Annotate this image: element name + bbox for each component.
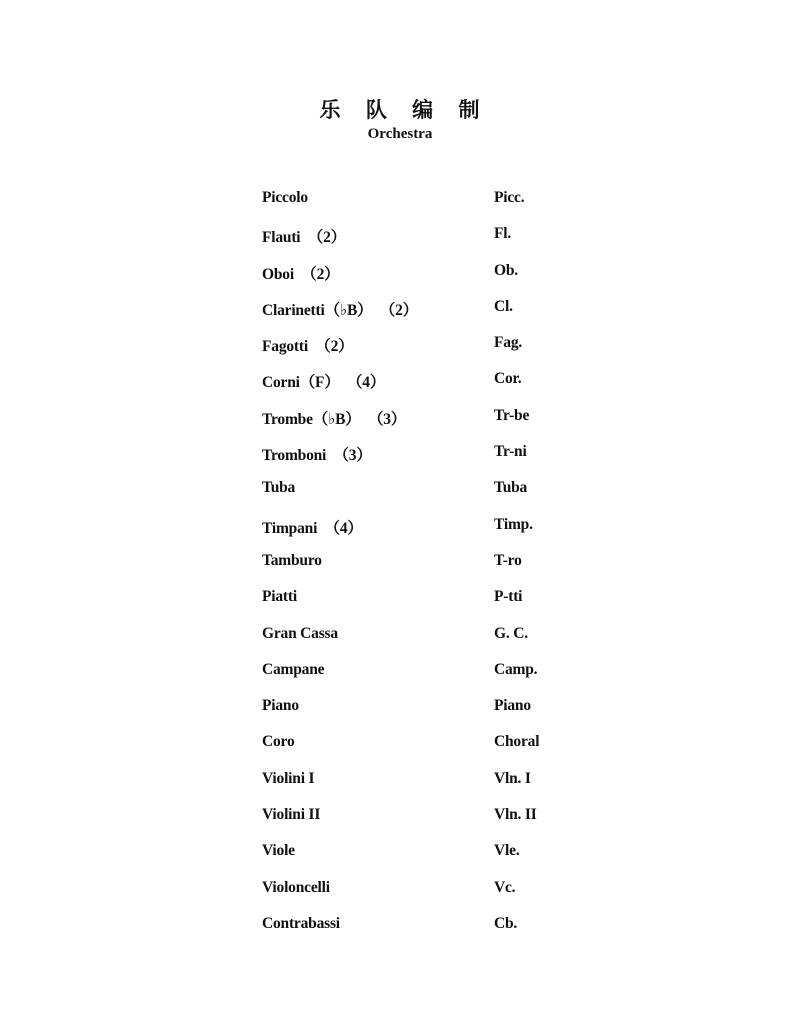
instrument-abbreviation: Choral xyxy=(494,733,540,751)
instrument-row xyxy=(262,733,582,769)
instrument-row xyxy=(262,915,582,951)
instrument-name: Violini I xyxy=(262,769,315,787)
instrument-name: Coro xyxy=(262,733,295,751)
instrument-abbreviation: Cor. xyxy=(494,370,522,388)
instrument-abbreviation: Cl. xyxy=(494,297,513,315)
instrument-name: Tamburo xyxy=(262,551,322,569)
instrument-abbreviation: Fl. xyxy=(494,225,512,243)
instrument-name: Piatti xyxy=(262,588,297,606)
instrument-name: Clarinetti（♭B） （2） xyxy=(262,301,418,319)
instrument-abbreviation: Tr-be xyxy=(494,406,530,424)
instrument-name: Corni（F） （4） xyxy=(262,374,386,392)
instrument-name: Piano xyxy=(262,697,299,715)
instrument-row xyxy=(262,225,582,261)
instrument-row xyxy=(262,661,582,697)
instrument-row xyxy=(262,189,582,225)
instrument-abbreviation: Piano xyxy=(494,697,531,715)
instrument-name: Violoncelli xyxy=(262,878,330,896)
instrument-name: Fagotti （2） xyxy=(262,338,354,356)
instrument-abbreviation: P-tti xyxy=(494,588,523,606)
instrument-row xyxy=(262,479,582,515)
instrument-name: Contrabassi xyxy=(262,914,340,932)
instrument-row xyxy=(262,588,582,624)
instrument-abbreviation: Picc. xyxy=(494,189,525,206)
instrument-row xyxy=(262,770,582,806)
instrument-row xyxy=(262,625,582,661)
instrument-abbreviation: G. C. xyxy=(494,624,528,642)
instrument-abbreviation: Ob. xyxy=(494,261,518,279)
instrument-row xyxy=(262,697,582,733)
instrument-abbreviation: Tr-ni xyxy=(494,443,527,461)
instrument-abbreviation: Cb. xyxy=(494,914,518,932)
instrument-name: Flauti （2） xyxy=(262,229,346,247)
instrument-row xyxy=(262,370,582,406)
instrument-name: Violini II xyxy=(262,806,321,824)
instrument-name: Oboi （2） xyxy=(262,265,340,283)
instrument-abbreviation: Vln. II xyxy=(494,806,537,824)
instrument-row xyxy=(262,879,582,915)
instrument-row xyxy=(262,334,582,370)
instrument-name: Timpani （4） xyxy=(262,519,363,537)
instrument-row xyxy=(262,842,582,878)
instrument-abbreviation: Fag. xyxy=(494,334,523,352)
instrument-row xyxy=(262,806,582,842)
instrument-abbreviation: Vc. xyxy=(494,878,516,896)
instrument-row xyxy=(262,262,582,298)
instrument-name: Viole xyxy=(262,842,295,860)
instrument-row xyxy=(262,298,582,334)
instrument-name: Trombe（♭B） （3） xyxy=(262,410,407,428)
instrument-abbreviation: Vln. I xyxy=(494,769,531,787)
instrument-row xyxy=(262,552,582,588)
instrument-abbreviation: T-ro xyxy=(494,551,522,569)
instrument-abbreviation: Camp. xyxy=(494,660,538,678)
instrument-list xyxy=(262,189,582,951)
instrument-name: Piccolo xyxy=(262,189,308,206)
page-title-chinese: 乐 队 编 制 xyxy=(319,97,489,122)
instrument-abbreviation: Vle. xyxy=(494,842,520,860)
instrument-name: Tuba xyxy=(262,479,296,497)
instrument-name: Campane xyxy=(262,660,325,678)
instrument-name: Gran Cassa xyxy=(262,624,338,642)
instrument-row xyxy=(262,443,582,479)
instrument-name: Tromboni （3） xyxy=(262,447,372,465)
instrument-abbreviation: Timp. xyxy=(494,515,533,533)
instrument-row xyxy=(262,407,582,443)
instrument-abbreviation: Tuba xyxy=(494,479,528,497)
page-title-english: Orchestra xyxy=(367,126,433,142)
instrument-row xyxy=(262,516,582,552)
